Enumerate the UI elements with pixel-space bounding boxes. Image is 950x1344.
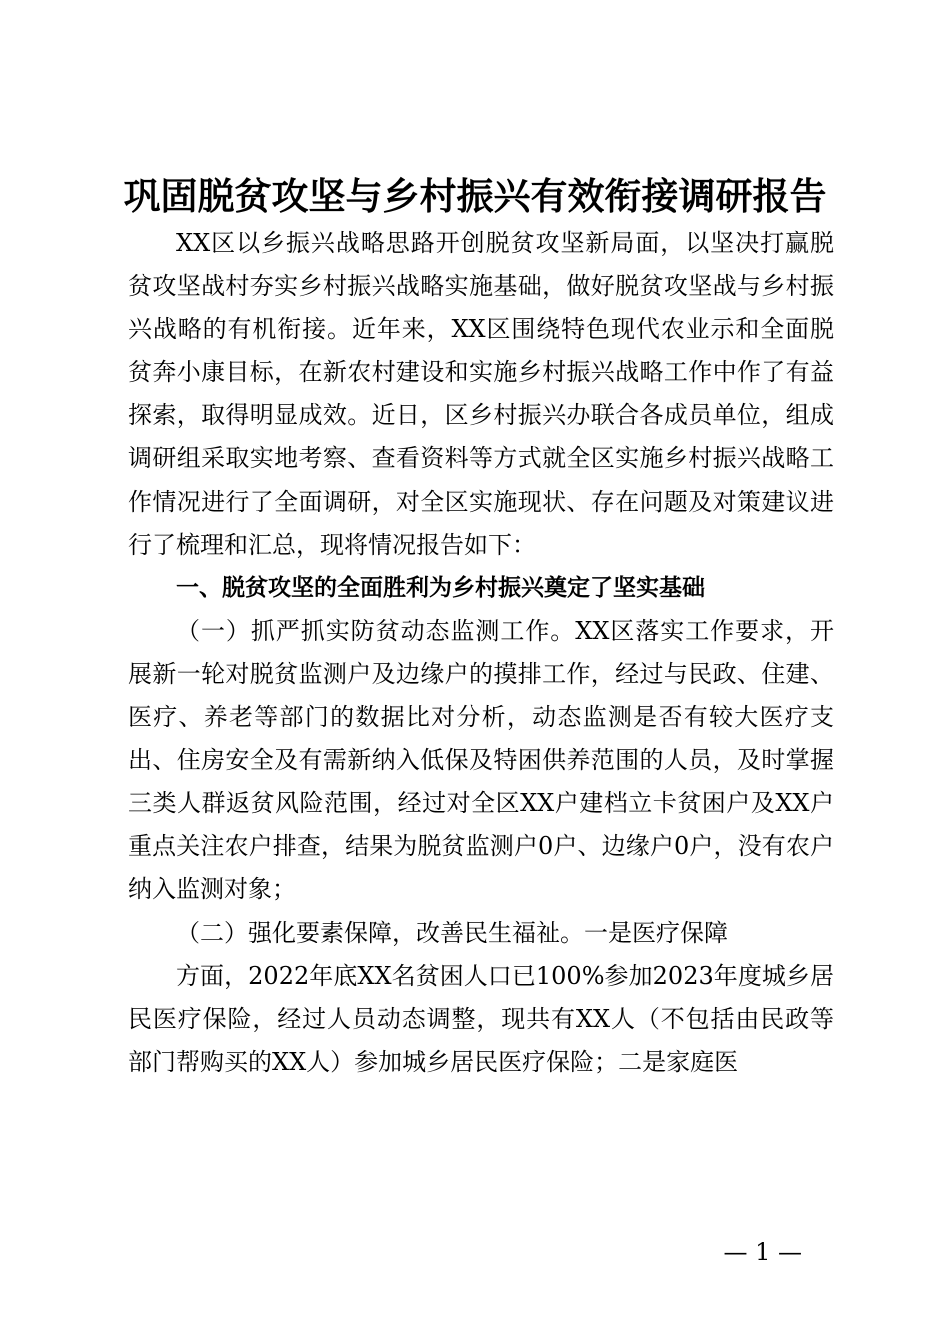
intro-paragraph: XX区以乡振兴战略思路开创脱贫攻坚新局面，以坚决打赢脱贫攻坚战村夯实乡村振兴战略实施基础，做好脱贫攻坚战与乡村振兴战略的有机衔接。近年来，XX区围绕特色现代农业示和全面脱贫奔小康目标，在新农村建设和实施乡村振兴战略工作中作了有益探索，取得明显成效。近日，区乡村振兴办联合各成员单位，组成调研组采取实地考察、查看资料等方式就全区实施乡村振兴战略工作情况进行了全面调研，对全区实施现状、存在问题及对策建议进行了梳理和汇总，现将情况报告如下：: [128, 229, 834, 559]
subsection-1-paragraph: （一）抓严抓实防贫动态监测工作。XX区落实工作要求，开展新一轮对脱贫监测户及边缘户的摸排工作，经过与民政、住建、医疗、养老等部门的数据比对分析，动态监测是否有较大医疗支出、住房安全及有需新纳入低保及特困供养范围的人员，及时掌握三类人群返贫风险范围，经过对全区XX户建档立卡贫困户及XX户重点关注农户排查，结果为脱贫监测户0户、边缘户0户，没有农户纳入监测对象；: [128, 616, 834, 904]
document-body: [128, 222, 834, 1084]
subsection-2-paragraph: （二）强化要素保障，改善民生福祉。一是医疗保障: [176, 918, 728, 947]
page-number: — 1 —: [723, 1238, 802, 1266]
section-heading: 一、脱贫攻坚的全面胜利为乡村振兴奠定了坚实基础: [176, 574, 705, 601]
document-title: 巩固脱贫攻坚与乡村振兴有效衔接调研报告: [123, 174, 827, 218]
medical-insurance-paragraph: 方面，2022年底XX名贫困人口已100%参加2023年度城乡居民医疗保险，经过人员动态调整，现共有XX人（不包括由民政等部门帮购买的XX人）参加城乡居民医疗保险；二是家庭医: [128, 961, 834, 1076]
